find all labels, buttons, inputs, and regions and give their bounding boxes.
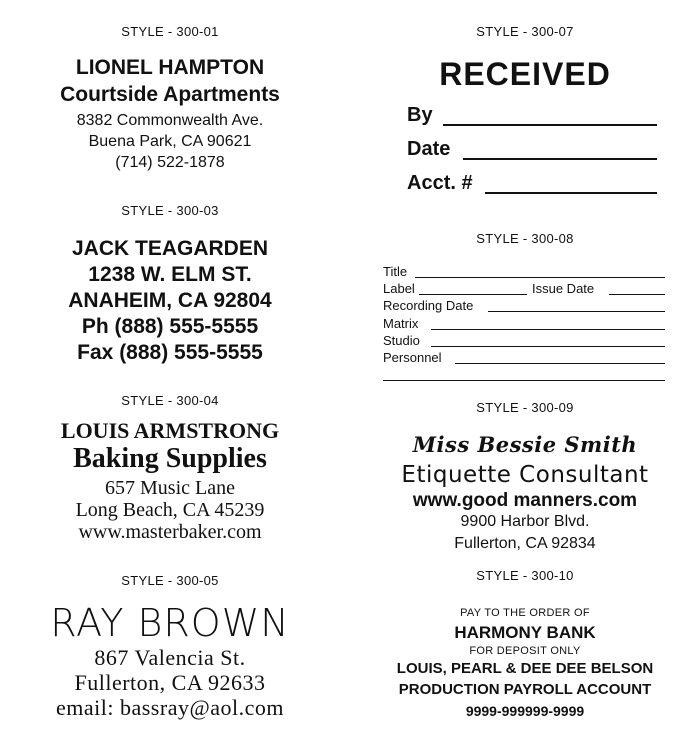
style-label-300-03: STYLE - 300-03 bbox=[121, 203, 219, 218]
stamp-300-05-city: Fullerton, CA 92633 bbox=[74, 670, 266, 695]
form-label-label: Label bbox=[383, 281, 415, 296]
form-matrix-label: Matrix bbox=[383, 316, 419, 331]
stamp-300-10-account-name: LOUIS, PEARL & DEE DEE BELSON bbox=[396, 660, 654, 677]
stamp-300-05-name: RAY BROWN bbox=[50, 601, 290, 645]
stamp-300-01-phone: (714) 522-1878 bbox=[115, 154, 225, 171]
form-issue-date-label: Issue Date bbox=[532, 281, 595, 296]
stamp-300-07-title: RECEIVED bbox=[439, 56, 611, 92]
style-label-300-08: STYLE - 300-08 bbox=[476, 231, 574, 246]
style-label-300-01: STYLE - 300-01 bbox=[121, 24, 219, 39]
stamp-300-04-company: Baking Supplies bbox=[73, 443, 267, 474]
stamp-300-07-date-label: Date bbox=[407, 138, 451, 160]
form-label-line bbox=[419, 294, 527, 295]
form-personnel-line bbox=[455, 363, 665, 364]
stamp-300-03-street: 1238 W. ELM ST. bbox=[88, 263, 252, 286]
stamp-300-04-street: 657 Music Lane bbox=[105, 477, 235, 499]
style-label-300-07: STYLE - 300-07 bbox=[476, 24, 574, 39]
stamp-300-07-acct-line bbox=[485, 192, 657, 194]
stamp-300-10-pay-to: PAY TO THE ORDER OF bbox=[460, 607, 590, 619]
stamp-300-10-deposit: FOR DEPOSIT ONLY bbox=[469, 645, 581, 657]
style-label-300-05: STYLE - 300-05 bbox=[121, 573, 219, 588]
stamp-300-09-name: Miss Bessie Smith bbox=[412, 432, 638, 457]
stamp-300-01-city: Buena Park, CA 90621 bbox=[88, 133, 252, 150]
form-studio-label: Studio bbox=[383, 333, 420, 348]
stamp-300-01-name: LIONEL HAMPTON bbox=[75, 56, 265, 79]
stamp-300-05-email: email: bassray@aol.com bbox=[56, 695, 284, 720]
left-column bbox=[0, 0, 340, 752]
stamp-300-09-title: Etiquette Consultant bbox=[401, 462, 649, 488]
form-title-label: Title bbox=[383, 264, 408, 279]
stamp-300-03-name: JACK TEAGARDEN bbox=[71, 237, 268, 260]
form-recording-date-label: Recording Date bbox=[383, 298, 474, 313]
stamp-300-03-city: ANAHEIM, CA 92804 bbox=[68, 289, 272, 312]
stamp-300-07-date-line bbox=[463, 158, 657, 160]
form-extra-line bbox=[383, 380, 665, 381]
stamp-300-04-website: www.masterbaker.com bbox=[78, 521, 262, 543]
stamp-300-10-account-type: PRODUCTION PAYROLL ACCOUNT bbox=[398, 681, 652, 698]
form-issue-date-line bbox=[609, 294, 665, 295]
stamp-300-03-fax: Fax (888) 555-5555 bbox=[77, 341, 263, 364]
style-label-300-10: STYLE - 300-10 bbox=[476, 568, 574, 583]
form-matrix-line bbox=[431, 329, 665, 330]
stamp-300-04-name: LOUIS ARMSTRONG bbox=[60, 418, 280, 443]
form-recording-date-line bbox=[488, 311, 665, 312]
stamp-300-09-street: 9900 Harbor Blvd. bbox=[460, 513, 590, 530]
stamp-300-07-by-line bbox=[443, 124, 657, 126]
form-personnel-label: Personnel bbox=[383, 350, 442, 365]
stamp-300-07-acct-label: Acct. # bbox=[407, 172, 473, 194]
stamp-300-10-account-number: 9999-999999-9999 bbox=[465, 703, 585, 719]
stamp-300-03-phone: Ph (888) 555-5555 bbox=[81, 315, 259, 338]
stamp-300-09-city: Fullerton, CA 92834 bbox=[454, 535, 596, 552]
stamp-300-09-website: www.good manners.com bbox=[412, 490, 638, 511]
stamp-300-05-street: 867 Valencia St. bbox=[94, 645, 246, 670]
style-label-300-09: STYLE - 300-09 bbox=[476, 400, 574, 415]
stamp-300-10-bank: HARMONY BANK bbox=[454, 623, 596, 642]
stamp-300-07-by-label: By bbox=[407, 104, 433, 126]
stamp-300-01-company: Courtside Apartments bbox=[60, 83, 280, 106]
style-label-300-04: STYLE - 300-04 bbox=[121, 393, 219, 408]
right-column bbox=[355, 0, 695, 752]
form-studio-line bbox=[431, 346, 665, 347]
stamp-300-04-city: Long Beach, CA 45239 bbox=[75, 499, 265, 521]
form-title-line bbox=[415, 277, 665, 278]
stamp-300-01-street: 8382 Commonwealth Ave. bbox=[76, 112, 264, 129]
